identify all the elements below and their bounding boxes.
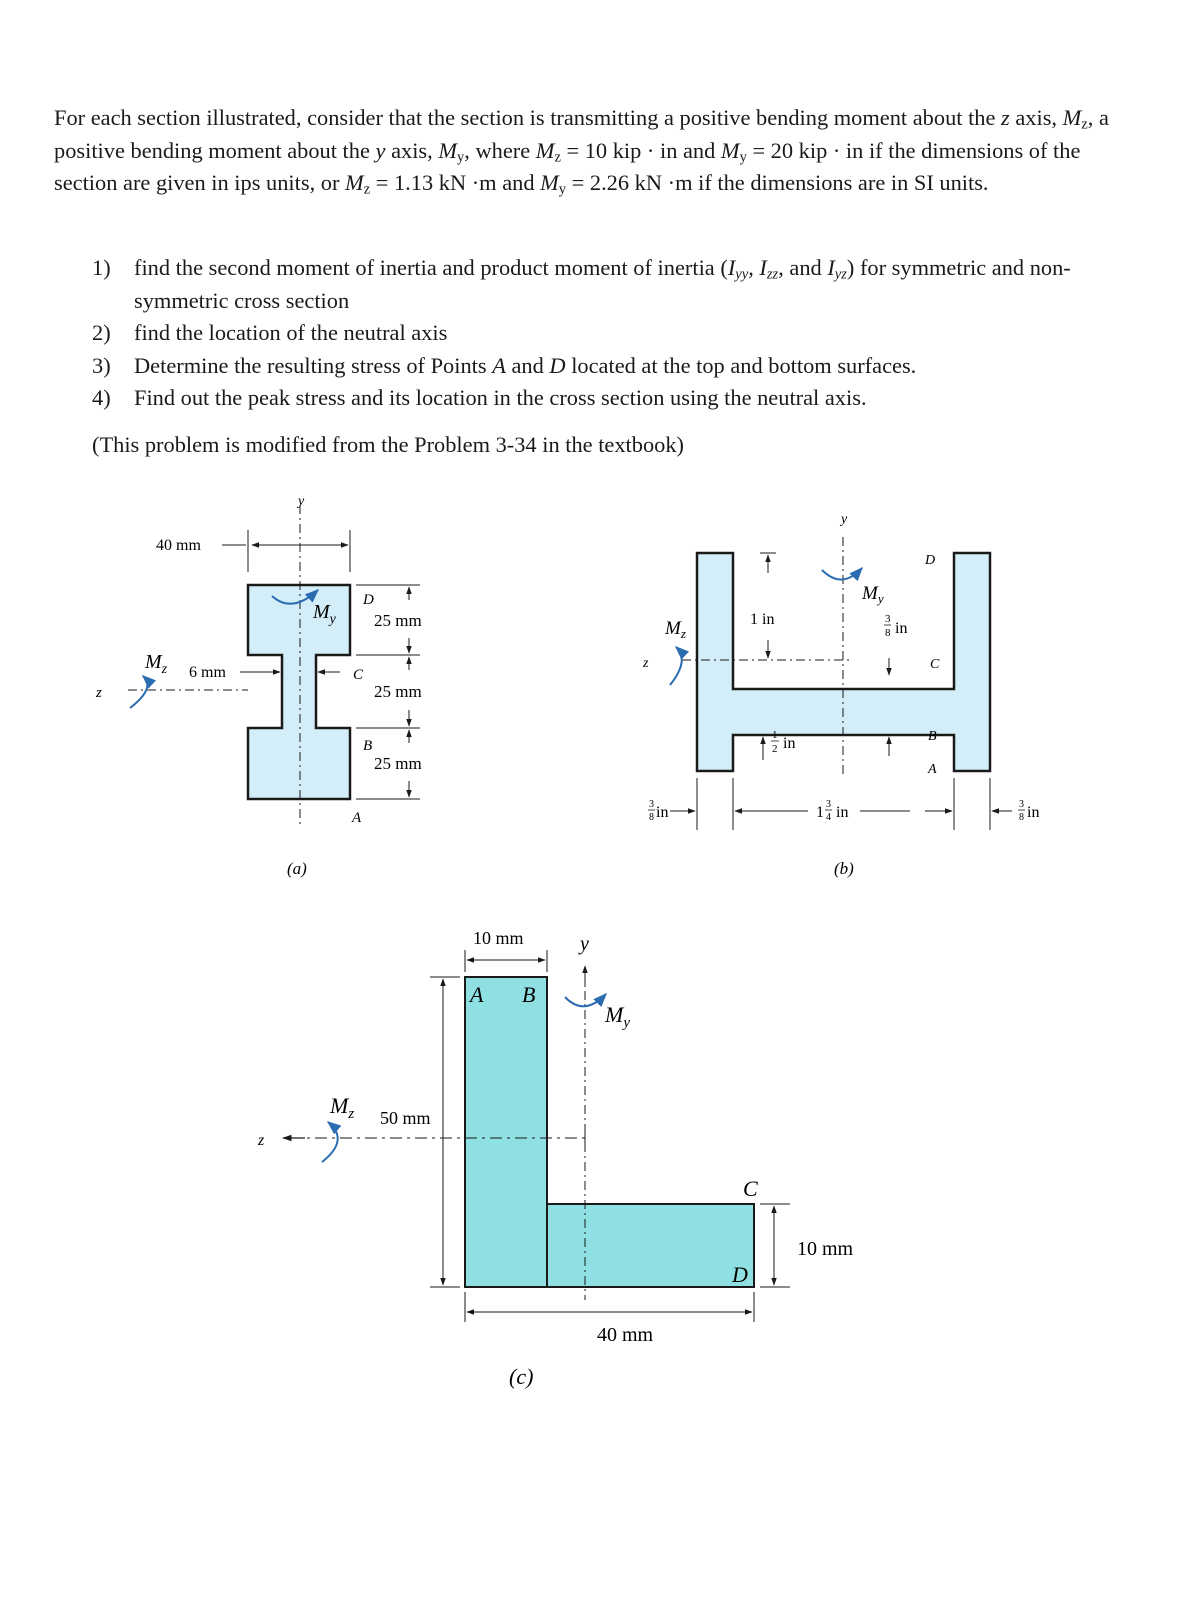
task-item-1: 1) find the second moment of inertia and product moment of inertia ($I_{yy}$, $I_{zz}$, and $I_{yz}$) for symmetric and non-symmetric cross section: [92, 255, 1071, 313]
task-item-2: 2) find the location of the neutral axis: [92, 320, 448, 345]
figure-b: [642, 512, 1039, 878]
problem-intro: For each section illustrated, consider that the section is transmitting a positive bending moment about the z axis, $M_z$, a positive bending moment about the y axis, $M_y$, where $M_z = 10$ kip · in and $M_y = 20$ kip · in if the dimensions of the section are given in ips units, or $M_z = 1.13$ kN ·m and $M_y = 2.26$ kN ·m if the dimensions are in SI units.: [54, 105, 1109, 198]
figure-a-width-dim: 40 mm: [156, 537, 201, 554]
figure-a-point-a: A: [352, 810, 362, 826]
figure-c-height: 50 mm: [380, 1108, 431, 1128]
figure-b-38l-unit: in: [656, 804, 669, 821]
figure-b-134-whole: 1: [816, 804, 824, 821]
figure-a-dim-1: 25 mm: [374, 611, 422, 630]
figure-a-point-b: B: [363, 738, 373, 754]
task-item-4: 4) Find out the peak stress and its location in the cross section using the neutral axis.: [92, 385, 867, 410]
figure-b-38l-num: 3: [649, 799, 654, 810]
figure-b-half-unit: in: [783, 735, 796, 752]
figure-b-point-c: C: [930, 657, 940, 672]
figure-b-y-label: y: [841, 512, 848, 527]
figure-a-caption: (a): [287, 859, 307, 878]
figure-b-my-arrow: [822, 568, 862, 580]
figure-c-point-d: D: [732, 1262, 748, 1287]
figure-c: [257, 928, 854, 1389]
figure-a-mz-label: $M_z$: [145, 651, 168, 677]
figure-c-point-a: A: [470, 982, 484, 1007]
figure-b-dim-1in: 1 in: [750, 611, 775, 628]
figure-a-z-label: z: [96, 685, 102, 701]
figure-b-point-b: B: [928, 729, 937, 744]
figure-c-point-b: B: [522, 982, 536, 1007]
figure-c-y-label: y: [580, 933, 589, 955]
figure-b-38-num: 3: [885, 613, 891, 625]
figure-b-z-label: z: [643, 656, 649, 671]
figure-b-134-unit: in: [836, 804, 849, 821]
figure-a-neck-dim: 6 mm: [189, 664, 226, 681]
figure-b-section: [697, 553, 990, 771]
figure-b-134-den: 4: [826, 812, 831, 823]
figure-a-y-label: y: [298, 494, 305, 509]
figure-b-my-label: $M_y$: [862, 583, 884, 606]
figure-a-dim-2: 25 mm: [374, 682, 422, 701]
figure-b-half-num: 1: [772, 729, 778, 741]
figure-b-38l-den: 8: [649, 812, 654, 823]
figure-b-134-num: 3: [826, 799, 831, 810]
figure-c-mz-arrow: [322, 1122, 338, 1162]
figure-b-38-unit: in: [895, 620, 908, 637]
figure-b-38r-unit: in: [1027, 804, 1040, 821]
figure-c-caption: (c): [509, 1364, 534, 1389]
figure-c-top-width: 10 mm: [473, 928, 524, 948]
figure-a: [95, 494, 422, 878]
figure-c-leg-thickness: 10 mm: [797, 1238, 854, 1260]
figure-b-point-d: D: [925, 553, 936, 568]
figure-c-horizontal-leg: [547, 1204, 754, 1287]
problem-note: (This problem is modified from the Problem 3-34 in the textbook): [92, 432, 685, 457]
figure-b-38r-num: 3: [1019, 799, 1024, 810]
figure-a-my-label: $M_y$: [313, 601, 336, 627]
figure-a-dim-3: 25 mm: [374, 754, 422, 773]
figure-a-mz-arrow: [130, 676, 147, 708]
task-item-3: 3) Determine the resulting stress of Points A and D located at the top and bottom surfaces.: [92, 352, 917, 378]
figure-c-total-width: 40 mm: [597, 1324, 654, 1346]
figure-c-z-label: z: [258, 1132, 265, 1149]
figure-b-caption: (b): [834, 859, 854, 878]
figure-a-point-c: C: [353, 667, 364, 683]
figure-b-mz-arrow: [670, 647, 682, 685]
figure-b-mz-label: $M_z$: [665, 618, 686, 641]
figure-b-38r-den: 8: [1019, 812, 1024, 823]
figure-c-point-c: C: [743, 1176, 758, 1201]
figure-a-point-d: D: [363, 592, 374, 608]
figure-c-mz-label: $M_z$: [330, 1093, 355, 1122]
figure-b-half-den: 2: [772, 743, 778, 755]
figure-c-my-label: $M_y$: [605, 1002, 630, 1031]
figure-c-vertical-leg: [465, 977, 547, 1287]
figure-b-38-den: 8: [885, 627, 891, 639]
figure-b-point-a: A: [928, 762, 937, 777]
